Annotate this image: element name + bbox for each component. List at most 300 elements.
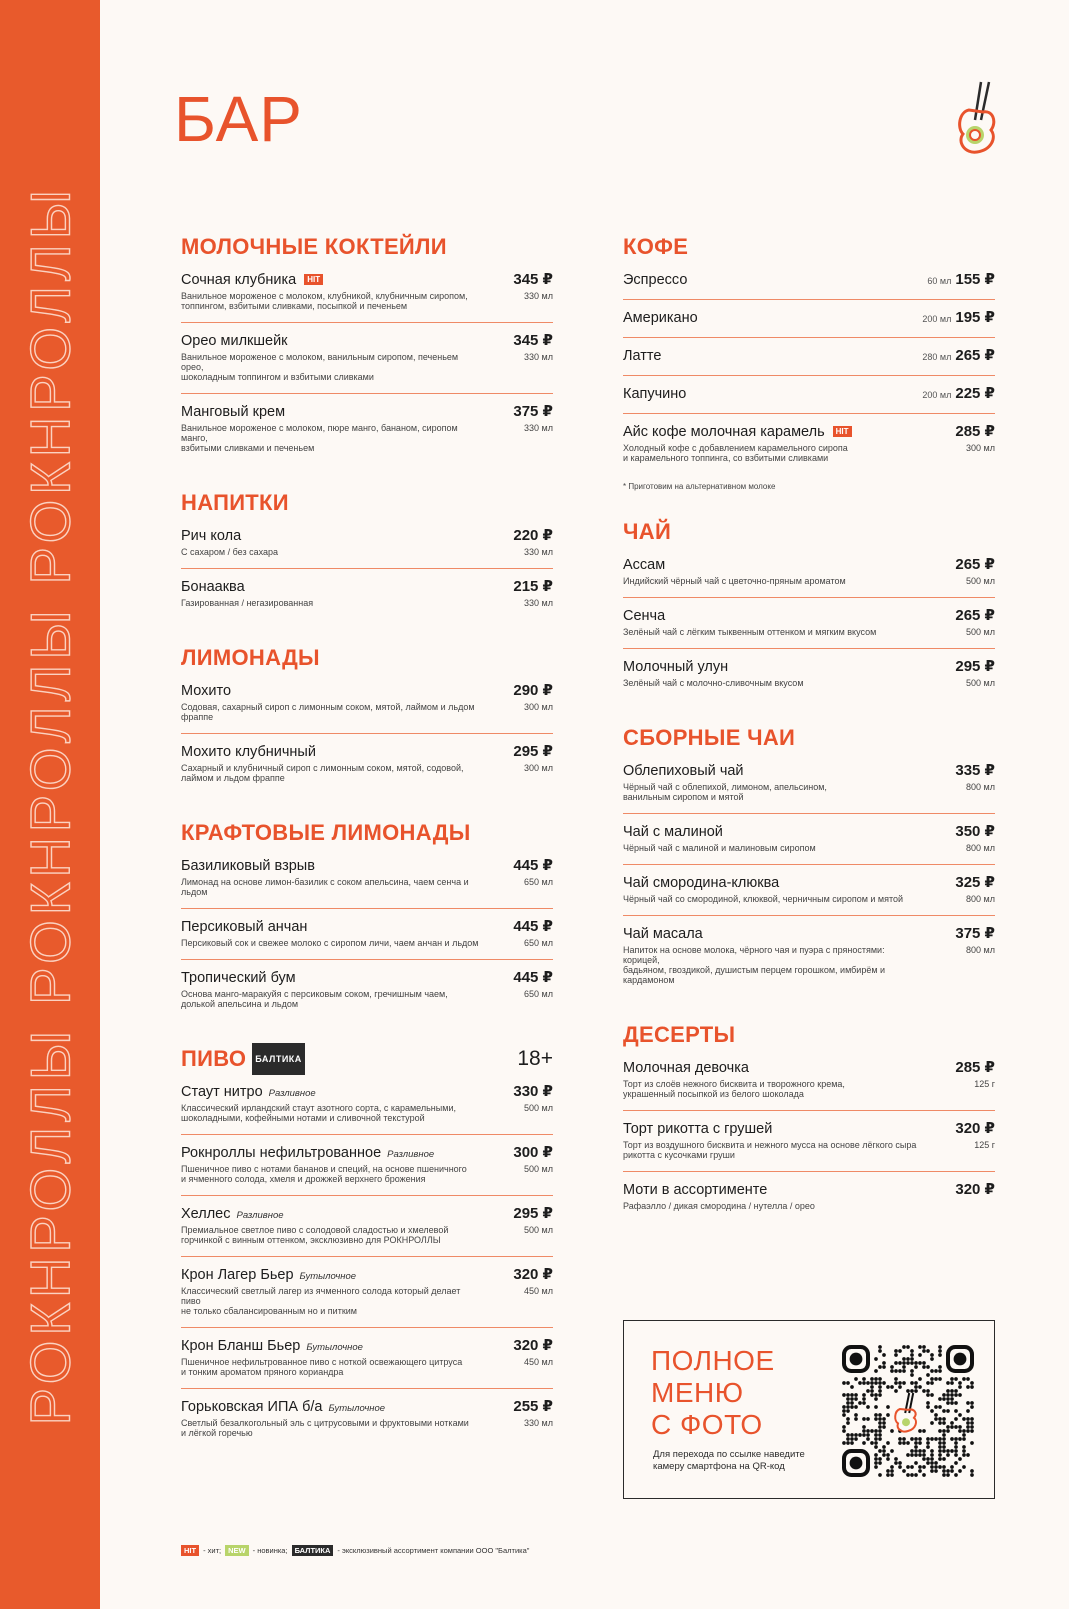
- menu-item-header: [623, 657, 995, 675]
- section-header: [181, 643, 553, 673]
- section-title-text: ПИВО: [181, 1046, 247, 1071]
- section-title-text: МОЛОЧНЫЕ КОКТЕЙЛИ: [181, 234, 447, 259]
- menu-item-header: [181, 681, 553, 699]
- beer-style: Бутылочное: [306, 1342, 363, 1353]
- item-price: 195 ₽: [955, 309, 995, 326]
- menu-item-header: [623, 1058, 995, 1076]
- item-volume: 500 мл: [524, 1103, 553, 1113]
- menu-section: [181, 818, 553, 1020]
- item-price-group: [513, 402, 553, 420]
- item-volume: 500 мл: [966, 576, 995, 586]
- item-description: Чёрный чай со смородиной, клюквой, черничным сиропом и мятой: [623, 894, 904, 904]
- item-price: 290 ₽: [513, 682, 553, 699]
- menu-section: [181, 643, 553, 794]
- section-title-text: СБОРНЫЕ ЧАИ: [623, 725, 796, 750]
- item-description: Персиковый сок и свежее молоко с сиропом личи, чаем анчан и льдом: [181, 938, 479, 948]
- section-title-text: ЛИМОНАДЫ: [181, 645, 320, 670]
- menu-item-header: [623, 1119, 995, 1137]
- item-volume: 330 мл: [524, 423, 553, 433]
- item-price: 225 ₽: [955, 385, 995, 402]
- menu-item: [623, 598, 995, 649]
- item-name: [623, 348, 661, 364]
- section-title-text: НАПИТКИ: [181, 490, 289, 515]
- menu-item-header: [623, 924, 995, 942]
- menu-section: [181, 488, 553, 619]
- menu-item: [181, 1196, 553, 1257]
- section-header: [623, 723, 995, 753]
- menu-item: [181, 909, 553, 960]
- item-price-group: [922, 308, 995, 326]
- item-name-text: Рокнроллы нефильтрованное: [181, 1145, 382, 1161]
- item-name: [623, 557, 665, 573]
- item-volume: 650 мл: [524, 989, 553, 999]
- item-name: [623, 1121, 772, 1137]
- item-price: 445 ₽: [513, 857, 553, 874]
- item-volume: 200 мл: [922, 390, 952, 400]
- item-name-text: Чай смородина-клюква: [623, 875, 780, 891]
- item-volume: 500 мл: [966, 678, 995, 688]
- menu-item-details: [181, 702, 553, 722]
- menu-item-header: [623, 761, 995, 779]
- menu-item: [181, 848, 553, 909]
- item-volume: 125 г: [974, 1140, 995, 1150]
- item-name: [181, 1399, 385, 1415]
- item-price-group: [513, 526, 553, 544]
- item-price-group: [513, 1336, 553, 1354]
- item-name: [181, 404, 285, 420]
- item-price: 320 ₽: [955, 1120, 995, 1137]
- menu-item: [623, 1172, 995, 1222]
- menu-item-details: [181, 547, 553, 557]
- item-name: [623, 926, 703, 942]
- section-title-text: КРАФТОВЫЕ ЛИМОНАДЫ: [181, 820, 471, 845]
- section-title: [181, 488, 289, 518]
- menu-item-details: [181, 938, 553, 948]
- menu-item-details: [623, 894, 995, 904]
- item-name-text: Стаут нитро: [181, 1084, 263, 1100]
- item-description: Зелёный чай с молочно-сливочным вкусом: [623, 678, 804, 688]
- item-name-text: Манговый крем: [181, 404, 286, 420]
- item-name: [623, 608, 665, 624]
- item-name-text: Орео милкшейк: [181, 333, 288, 349]
- item-price-group: [955, 761, 995, 779]
- section-title: [623, 232, 688, 262]
- item-volume: 500 мл: [966, 627, 995, 637]
- menu-item-header: [181, 331, 553, 349]
- menu-item: [623, 814, 995, 865]
- item-volume: 330 мл: [524, 291, 553, 301]
- item-name: [623, 1182, 767, 1198]
- item-price-group: [513, 968, 553, 986]
- item-name: [181, 333, 288, 349]
- side-band: [0, 0, 100, 1609]
- item-price: 320 ₽: [513, 1337, 553, 1354]
- menu-item: [623, 649, 995, 699]
- beer-style: Разливное: [387, 1149, 435, 1160]
- item-price-group: [955, 1058, 995, 1076]
- item-description: Ванильное мороженое с молоком, клубникой, клубничным сиропом, топпингом, взбитыми сливками, посыпкой и печеньем: [181, 291, 468, 311]
- item-volume: 330 мл: [524, 598, 553, 608]
- menu-item: [181, 323, 553, 394]
- item-volume: 280 мл: [922, 352, 952, 362]
- item-description: Ванильное мороженое с молоком, пюре манго, бананом, сиропом манго, взбитыми сливками и печеньем: [181, 423, 458, 453]
- section-title: [181, 643, 320, 673]
- item-description: Ванильное мороженое с молоком, ванильным сиропом, печеньем орео, шоколадным топпингом и взбитыми сливками: [181, 352, 459, 382]
- menu-item-details: [181, 352, 553, 382]
- menu-item-details: [623, 627, 995, 637]
- item-price: 330 ₽: [513, 1083, 553, 1100]
- menu-item-header: [623, 346, 995, 364]
- menu-item: [623, 376, 995, 414]
- item-name-text: Облепиховый чай: [623, 763, 744, 779]
- menu-item-details: [181, 1103, 553, 1123]
- item-name-text: Айс кофе молочная карамель: [623, 424, 825, 440]
- item-volume: 800 мл: [966, 843, 995, 853]
- section-title: [623, 723, 795, 753]
- menu-item-details: [181, 1225, 553, 1245]
- section-title: [623, 517, 671, 547]
- item-price: 265 ₽: [955, 347, 995, 364]
- section-title: [181, 818, 471, 848]
- item-price-group: [955, 657, 995, 675]
- item-name: [623, 1060, 749, 1076]
- item-name-text: Сенча: [623, 608, 666, 624]
- menu-item-details: [623, 1079, 995, 1099]
- item-price-group: [513, 1204, 553, 1222]
- item-name: [181, 1145, 434, 1161]
- item-name-text: Ассам: [623, 557, 666, 573]
- item-name: [181, 1084, 316, 1100]
- menu-item-header: [623, 606, 995, 624]
- menu-item: [181, 1074, 553, 1135]
- item-name-text: Американо: [623, 310, 698, 326]
- menu-item-header: [181, 402, 553, 420]
- menu-item-details: [623, 678, 995, 688]
- qr-panel: [623, 1320, 995, 1499]
- legend-baltika-text: - эксклюзивный ассортимент компании ООО "Балтика": [337, 1546, 530, 1555]
- legend-baltika-tag: БАЛТИКА: [292, 1545, 334, 1556]
- menu-item-details: [181, 989, 553, 1009]
- item-price: 215 ₽: [513, 578, 553, 595]
- beer-style: Разливное: [236, 1210, 284, 1221]
- item-price-group: [955, 1119, 995, 1137]
- item-name: [181, 272, 323, 288]
- section-header: [181, 1044, 553, 1074]
- menu-section: [623, 1020, 995, 1222]
- item-price-group: [513, 1397, 553, 1415]
- item-price: 285 ₽: [955, 423, 995, 440]
- left-column: [181, 232, 553, 1449]
- menu-item: [623, 753, 995, 814]
- item-price: 320 ₽: [955, 1181, 995, 1198]
- item-name-text: Молочный улун: [623, 659, 729, 675]
- qr-code-icon[interactable]: [842, 1345, 974, 1477]
- menu-item: [623, 916, 995, 996]
- menu-section: [623, 723, 995, 996]
- item-volume: 60 мл: [927, 276, 952, 286]
- menu-item: [623, 414, 995, 474]
- menu-item: [623, 865, 995, 916]
- item-name: [623, 386, 686, 402]
- item-price-group: [955, 422, 995, 440]
- item-description: Зелёный чай с лёгким тыквенным оттенком и мягким вкусом: [623, 627, 877, 637]
- item-name: [181, 1267, 356, 1283]
- item-name-text: Рич кола: [181, 528, 242, 544]
- item-price-group: [513, 331, 553, 349]
- item-price: 375 ₽: [513, 403, 553, 420]
- menu-item-header: [623, 308, 995, 326]
- item-price: 345 ₽: [513, 271, 553, 288]
- menu-item: [623, 547, 995, 598]
- item-price-group: [955, 1180, 995, 1198]
- item-price-group: [513, 577, 553, 595]
- menu-item: [623, 338, 995, 376]
- item-description: Торт из слоёв нежного бисквита и творожного крема, украшенный посыпкой из белого шоколада: [623, 1079, 845, 1099]
- item-name-text: Эспрессо: [623, 272, 688, 288]
- brand-tag: БАЛТИКА: [252, 1043, 305, 1075]
- menu-section: [623, 517, 995, 699]
- item-name: [181, 1338, 363, 1354]
- item-price: 325 ₽: [955, 874, 995, 891]
- menu-item-header: [623, 873, 995, 891]
- item-description: Торт из воздушного бисквита и нежного мусса на основе лёгкого сыра рикотта с кусочками груши: [623, 1140, 917, 1160]
- item-price-group: [513, 1143, 553, 1161]
- menu-item: [181, 960, 553, 1020]
- item-name-text: Бонааква: [181, 579, 245, 595]
- item-name-text: Персиковый анчан: [181, 919, 308, 935]
- legend-new-tag: NEW: [225, 1545, 249, 1556]
- item-description: Напиток на основе молока, чёрного чая и пуэра с пряностями: корицей, бадьяном, гвоздикой, душистым перцем горошком, имбирём и кардамоном: [623, 945, 886, 985]
- item-description: Классический светлый лагер из ячменного солода который делает пиво не только сбалансированным но и питким: [181, 1286, 461, 1316]
- item-price: 285 ₽: [955, 1059, 995, 1076]
- menu-item-header: [623, 270, 995, 288]
- menu-item-header: [623, 555, 995, 573]
- item-description: С сахаром / без сахара: [181, 547, 279, 557]
- qr-title: ПОЛНОЕ МЕНЮ С ФОТО: [651, 1345, 775, 1440]
- item-name-text: Хеллес: [181, 1206, 231, 1222]
- item-price-group: [955, 873, 995, 891]
- menu-item-details: [181, 598, 553, 608]
- right-column: [623, 232, 995, 1222]
- section-header: [181, 818, 553, 848]
- item-price-group: [922, 384, 995, 402]
- menu-item-header: [181, 742, 553, 760]
- item-price: 155 ₽: [955, 271, 995, 288]
- menu-item-header: [181, 1082, 553, 1100]
- item-price-group: [513, 681, 553, 699]
- item-volume: 650 мл: [524, 877, 553, 887]
- menu-item-details: [623, 443, 995, 463]
- item-volume: 200 мл: [922, 314, 952, 324]
- menu-item: [181, 394, 553, 464]
- item-volume: 800 мл: [966, 945, 995, 955]
- item-description: Индийский чёрный чай с цветочно-пряным ароматом: [623, 576, 846, 586]
- section-title-text: ДЕСЕРТЫ: [623, 1022, 736, 1047]
- section-note: * Приготовим на альтернативном молоке: [623, 482, 776, 491]
- beer-style: Бутылочное: [328, 1403, 386, 1414]
- menu-item: [181, 1389, 553, 1449]
- item-name-text: Моти в ассортименте: [623, 1182, 768, 1198]
- item-description: Основа манго-маракуйя с персиковым соком, гречишным чаем, долькой апельсина и льдом: [181, 989, 448, 1009]
- item-price: 300 ₽: [513, 1144, 553, 1161]
- item-price: 265 ₽: [955, 556, 995, 573]
- item-description: Содовая, сахарный сироп с лимонным соком, мятой, лаймом и льдом фраппе: [181, 702, 475, 722]
- item-name-text: Латте: [623, 348, 662, 364]
- item-price: 345 ₽: [513, 332, 553, 349]
- item-volume: 650 мл: [524, 938, 553, 948]
- item-price: 350 ₽: [955, 823, 995, 840]
- item-price: 265 ₽: [955, 607, 995, 624]
- item-price-group: [513, 270, 553, 288]
- item-name: [623, 659, 728, 675]
- item-volume: 800 мл: [966, 782, 995, 792]
- menu-item-header: [181, 1204, 553, 1222]
- item-name: [623, 763, 744, 779]
- section-header: [623, 232, 995, 262]
- item-description: Рафаэлло / дикая смородина / нутелла / орео: [623, 1201, 815, 1211]
- item-price: 445 ₽: [513, 918, 553, 935]
- item-name: [181, 1206, 284, 1222]
- item-price-group: [955, 822, 995, 840]
- item-name-text: Мохито клубничный: [181, 744, 316, 760]
- menu-item: [181, 569, 553, 619]
- menu-item-details: [181, 877, 553, 897]
- item-description: Газированная / негазированная: [181, 598, 314, 608]
- item-name: [623, 424, 852, 440]
- page-title: БАР: [174, 83, 303, 155]
- beer-style: Бутылочное: [299, 1271, 357, 1282]
- item-name-text: Мохито: [181, 683, 232, 699]
- item-name-text: Торт рикотта с грушей: [623, 1121, 773, 1137]
- menu-item-details: [181, 1418, 553, 1438]
- menu-item-header: [181, 968, 553, 986]
- item-description: Чёрный чай с облепихой, лимоном, апельсином, ванильным сиропом и мятой: [623, 782, 827, 802]
- menu-section: [181, 232, 553, 464]
- menu-item-header: [623, 384, 995, 402]
- menu-item-details: [623, 1140, 995, 1160]
- menu-item-header: [181, 1143, 553, 1161]
- item-description: Классический ирландский стаут азотного сорта, с карамельными, шоколадными, кофейными нотами и сливочной текстурой: [181, 1103, 456, 1123]
- guitar-logo-icon: [955, 80, 1001, 156]
- item-volume: 500 мл: [524, 1164, 553, 1174]
- item-price-group: [513, 1082, 553, 1100]
- item-price: 375 ₽: [955, 925, 995, 942]
- item-price: 295 ₽: [513, 743, 553, 760]
- item-volume: 450 мл: [524, 1357, 553, 1367]
- item-price: 220 ₽: [513, 527, 553, 544]
- item-price-group: [513, 917, 553, 935]
- menu-item-details: [623, 945, 995, 985]
- age-limit: 18+: [517, 1047, 553, 1070]
- qr-instructions: Для перехода по ссылке наведите камеру смартфона на QR-код: [653, 1449, 805, 1472]
- item-name-text: Тропический бум: [181, 970, 296, 986]
- menu-item-details: [181, 1164, 553, 1184]
- item-description: Сахарный и клубничный сироп с лимонным соком, мятой, содовой, лаймом и льдом фраппе: [181, 763, 464, 783]
- item-price: 335 ₽: [955, 762, 995, 779]
- menu-item: [181, 518, 553, 569]
- item-price-group: [927, 270, 995, 288]
- menu-item-header: [181, 577, 553, 595]
- menu-item-header: [181, 917, 553, 935]
- item-name: [623, 272, 687, 288]
- menu-item: [181, 1135, 553, 1196]
- item-price: 320 ₽: [513, 1266, 553, 1283]
- menu-item-header: [181, 1265, 553, 1283]
- item-volume: 450 мл: [524, 1286, 553, 1296]
- item-volume: 800 мл: [966, 894, 995, 904]
- item-name-text: Чай с малиной: [623, 824, 723, 840]
- section-title: [181, 1044, 305, 1074]
- menu-item-details: [181, 1357, 553, 1377]
- item-name: [623, 875, 779, 891]
- item-volume: 330 мл: [524, 547, 553, 557]
- item-name: [181, 683, 231, 699]
- item-name-text: Чай масала: [623, 926, 703, 942]
- menu-item-header: [181, 856, 553, 874]
- menu-item-header: [181, 526, 553, 544]
- hit-badge: HIT: [833, 426, 852, 437]
- menu-item: [181, 1328, 553, 1389]
- item-name: [181, 579, 245, 595]
- item-price-group: [922, 346, 995, 364]
- item-name: [623, 310, 698, 326]
- item-price: 255 ₽: [513, 1398, 553, 1415]
- menu-item: [623, 300, 995, 338]
- item-name-text: Крон Лагер Бьер: [181, 1267, 294, 1283]
- menu-item-header: [623, 822, 995, 840]
- item-name: [181, 744, 316, 760]
- menu-section: [181, 1044, 553, 1449]
- item-volume: 300 мл: [524, 702, 553, 712]
- item-name-text: Базиликовый взрыв: [181, 858, 315, 874]
- menu-item: [181, 673, 553, 734]
- section-header: [181, 488, 553, 518]
- menu-item: [623, 262, 995, 300]
- menu-item-details: [181, 763, 553, 783]
- legend-hit-text: - хит;: [203, 1546, 222, 1555]
- item-name: [181, 970, 296, 986]
- menu-item: [623, 1050, 995, 1111]
- item-description: Премиальное светлое пиво с солодовой сладостью и хмелевой горчинкой с винным оттенком, эксклюзивно для РОКНРОЛЛЫ: [181, 1225, 449, 1245]
- menu-item: [181, 1257, 553, 1328]
- item-description: Пшеничное нефильтрованное пиво с ноткой освежающего цитруса и тонким ароматом пряного кориандра: [181, 1357, 463, 1377]
- legend-new-text: - новинка;: [252, 1546, 288, 1555]
- menu-item-details: [623, 782, 995, 802]
- legend-hit-tag: HIT: [181, 1545, 199, 1556]
- menu-item-header: [181, 270, 553, 288]
- menu-item: [623, 1111, 995, 1172]
- item-volume: 500 мл: [524, 1225, 553, 1235]
- menu-item-header: [181, 1336, 553, 1354]
- item-volume: 330 мл: [524, 352, 553, 362]
- menu-section: [623, 232, 995, 491]
- item-name-text: Горьковская ИПА б/а: [181, 1399, 323, 1415]
- item-name: [623, 824, 723, 840]
- menu-item-details: [181, 423, 553, 453]
- item-volume: 330 мл: [524, 1418, 553, 1428]
- menu-item-header: [181, 1397, 553, 1415]
- menu-item: [181, 734, 553, 794]
- item-description: Светлый безалкогольный эль с цитрусовыми и фруктовыми нотками и лёгкой горечью: [181, 1418, 469, 1438]
- item-price-group: [513, 742, 553, 760]
- item-price: 445 ₽: [513, 969, 553, 986]
- item-volume: 300 мл: [966, 443, 995, 453]
- item-price-group: [955, 606, 995, 624]
- menu-item-details: [623, 576, 995, 586]
- item-price: 295 ₽: [513, 1205, 553, 1222]
- menu-item-header: [623, 422, 995, 440]
- side-brand-text: РОКНРОЛЛЫ РОКНРОЛЛЫ РОКНРОЛЛЫ: [18, 184, 82, 1426]
